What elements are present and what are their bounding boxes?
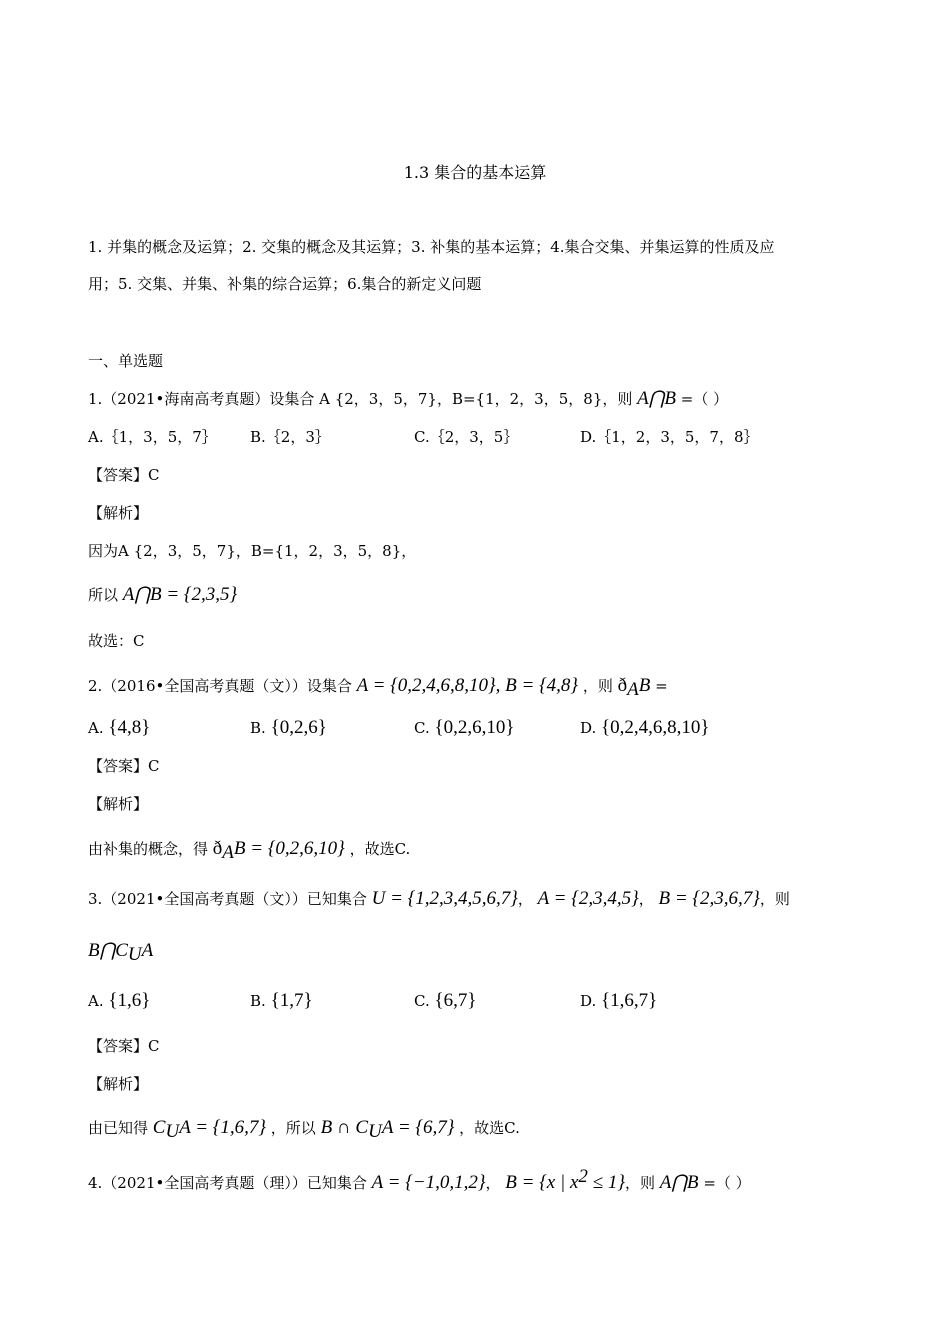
q2-stem-math: A = {0,2,4,6,8,10}, B = {4,8} <box>356 675 579 696</box>
q2-analysis-heading: 【解析】 <box>88 795 149 813</box>
q3-sep-2: ， <box>638 890 654 908</box>
q3-option-b-label: B. <box>250 992 266 1010</box>
q3-line2-end: A <box>141 940 154 961</box>
q2-solution-suffix: ，故选C. <box>349 840 411 858</box>
q2-answer: 【答案】C <box>88 757 160 775</box>
q3-option-c <box>414 990 477 1012</box>
q3-solution-sub-1: U <box>165 1121 180 1142</box>
q2-option-d-value: {0,2,4,6,8,10} <box>601 717 710 738</box>
q2-option-a-label: A. <box>88 719 104 737</box>
q3-solution-suffix: ，故选C. <box>459 1119 520 1137</box>
q1-stem <box>88 388 728 410</box>
q4-a-set: A = {−1,0,1,2} <box>371 1172 486 1193</box>
q3-line2-sub: U <box>127 944 142 965</box>
q3-option-d-value: {1,6,7} <box>601 990 658 1011</box>
q4-end-math: A⋂B <box>659 1172 699 1193</box>
q3-stem-line-2 <box>88 940 153 966</box>
q4-sep: ， <box>485 1174 501 1192</box>
q1-conclusion: 故选：C <box>88 632 145 650</box>
q2-option-d-label: D. <box>580 719 597 737</box>
q3-option-a <box>88 990 150 1012</box>
q1-solution-text: 所以 <box>88 586 119 604</box>
q4-stem <box>88 1166 751 1194</box>
q2-option-c <box>414 717 515 739</box>
q2-stem-math3: B <box>638 675 651 696</box>
q1-option-d: D.｛1，2，3，5，7，8｝ <box>580 428 759 446</box>
q3-option-b <box>250 990 313 1012</box>
complement-symbol: ð <box>212 838 223 859</box>
section-heading: 一、单选题 <box>88 352 164 370</box>
q4-stem-prefix: 4.（2021•全国高考真题（理））已知集合 <box>88 1174 367 1192</box>
q1-stem-math: A⋂B <box>637 388 676 409</box>
q3-option-d-label: D. <box>580 992 597 1010</box>
q4-then: ，则 <box>624 1174 655 1192</box>
q2-stem-prefix: 2.（2016•全国高考真题（文））设集合 <box>88 677 352 695</box>
q2-option-c-label: C. <box>414 719 430 737</box>
q4-b-sup: 2 <box>578 1166 588 1187</box>
q3-solution-prefix: 由已知得 <box>88 1119 149 1137</box>
q3-u-set: U = {1,2,3,4,5,6,7} <box>371 888 518 909</box>
q1-stem-prefix: 1.（2021•海南高考真题）设集合 A {2，3，5，7}，B={1，2，3，5，8}，则 <box>88 390 633 408</box>
q3-stem <box>88 888 790 910</box>
q3-answer: 【答案】C <box>88 1037 160 1055</box>
q3-b-set: B = {2,3,6,7} <box>658 888 760 909</box>
q3-sep-1: ， <box>517 890 533 908</box>
q1-analysis-heading: 【解析】 <box>88 504 149 522</box>
q1-stem-suffix: =（ ） <box>680 390 729 408</box>
q3-option-a-label: A. <box>88 992 104 1010</box>
q4-b-set-end: ≤ 1} <box>587 1172 625 1193</box>
overview-line-1: 1. 并集的概念及运算；2. 交集的概念及其运算；3. 补集的基本运算；4.集合交集、并集运算的性质及应 <box>88 238 775 256</box>
q2-stem-end: = <box>655 677 668 695</box>
complement-symbol: ð <box>617 675 628 696</box>
q1-option-a: A.｛1，3，5，7｝ <box>88 428 217 446</box>
q1-option-c: C.｛2，3，5｝ <box>414 428 519 446</box>
q4-b-set-start: B = {x | x <box>505 1172 579 1193</box>
q2-stem-sub: A <box>627 679 639 700</box>
q3-then: ，则 <box>759 890 790 908</box>
q3-solution-mid: ，所以 <box>270 1119 316 1137</box>
q3-line2-math: B⋂C <box>88 940 128 961</box>
q4-end: =（ ） <box>703 1174 751 1192</box>
q1-answer: 【答案】C <box>88 466 160 484</box>
q2-option-b <box>250 717 327 739</box>
q3-option-b-value: {1,7} <box>270 990 313 1011</box>
page-title: 1.3 集合的基本运算 <box>403 163 547 182</box>
q3-solution-math-1: C <box>152 1117 166 1138</box>
q2-option-c-value: {0,2,6,10} <box>434 717 515 738</box>
q2-solution-prefix: 由补集的概念，得 <box>88 840 209 858</box>
q2-option-b-label: B. <box>250 719 266 737</box>
q3-option-d <box>580 990 657 1012</box>
q3-option-c-value: {6,7} <box>434 990 477 1011</box>
q3-solution <box>88 1117 520 1143</box>
q2-stem-suffix: ，则 <box>582 677 613 695</box>
q3-option-c-label: C. <box>414 992 430 1010</box>
q2-solution-math: B = {0,2,6,10} <box>233 838 345 859</box>
q3-analysis-heading: 【解析】 <box>88 1075 149 1093</box>
q2-option-a <box>88 717 150 739</box>
q3-a-set: A = {2,3,4,5} <box>537 888 639 909</box>
q1-solution-line-2 <box>88 584 237 606</box>
q3-solution-math-2: B ∩ C <box>320 1117 369 1138</box>
q2-solution-sub: A <box>222 842 234 863</box>
q2-option-a-value: {4,8} <box>108 717 151 738</box>
q1-solution-line-1: 因为A {2，3，5，7}，B={1，2，3，5，8}， <box>88 542 417 560</box>
q3-solution-math-1b: A = {1,6,7} <box>179 1117 266 1138</box>
q1-solution-math: A⋂B = {2,3,5} <box>122 584 238 605</box>
q3-solution-sub-2: U <box>368 1121 382 1142</box>
q2-option-d <box>580 717 710 739</box>
q3-solution-math-2b: A = {6,7} <box>381 1117 455 1138</box>
q1-option-b: B.｛2，3｝ <box>250 428 330 446</box>
q2-stem <box>88 675 668 701</box>
overview-line-2: 用；5. 交集、并集、补集的综合运算；6.集合的新定义问题 <box>88 275 482 293</box>
q2-option-b-value: {0,2,6} <box>270 717 327 738</box>
q2-solution <box>88 838 410 864</box>
q3-option-a-value: {1,6} <box>108 990 151 1011</box>
q3-stem-prefix: 3.（2021•全国高考真题（文））已知集合 <box>88 890 367 908</box>
